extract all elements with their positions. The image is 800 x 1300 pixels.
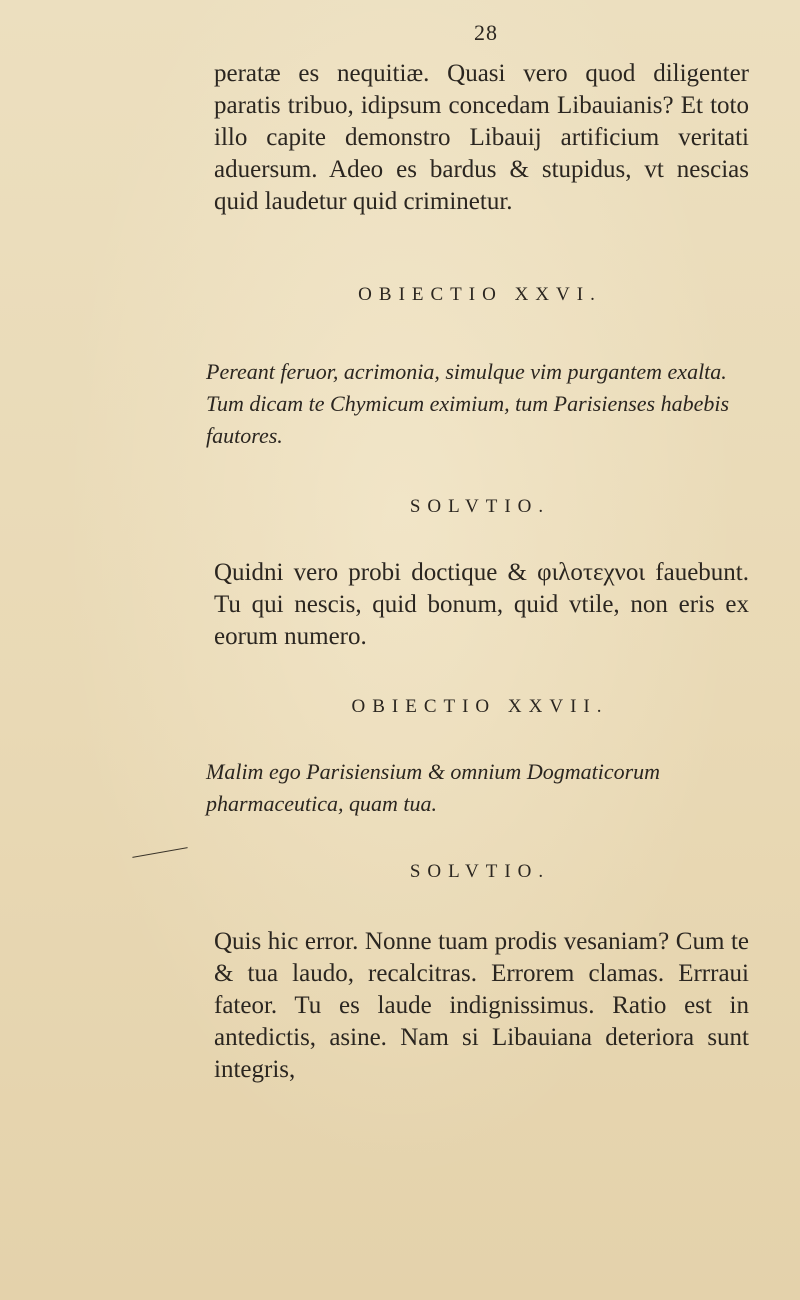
solution-paragraph: Quidni vero probi doctique & φιλοτεχνοι fauebunt. Tu qui nescis, quid bonum, quid vtile, non eris ex eorum numero. [214,559,749,650]
page-number: 28 [474,20,498,45]
solution-text [214,926,749,1086]
marginal-ink-stroke [132,847,187,858]
solution-heading: SOLVTIO. [409,861,551,882]
solution-paragraph: Quis hic error. Nonne tuam prodis vesaniam? Cum te & tua laudo, recalcitras. Errorem clamas. Errraui fateor. Tu es laude indignissimus. Ratio est in antedictis, asine. Nam si Libauiana deteriora sunt integris, [214,928,749,1083]
paragraph-text: peratæ es nequitiæ. Quasi vero quod diligenter paratis tribuo, idipsum concedam Libauianis? Et toto illo capite demonstro Libauij artificium veritati aduersum. Adeo es bardus & stupidus, vt nescias quid laudetur quid criminetur. [214,60,749,215]
solution-text [214,557,749,653]
objection-text [206,356,751,452]
objection-paragraph: Malim ego Parisiensium & omnium Dogmaticorum pharmaceutica, quam tua. [206,759,661,816]
paragraph-continuation [214,58,749,218]
objection-heading: OBIECTIO XXVI. [358,284,602,305]
objection-paragraph: Pereant feruor, acrimonia, simulque vim purgantem exalta. Tum dicam te Chymicum eximium, tum Parisienses habebis fautores. [206,359,730,448]
solution-heading: SOLVTIO. [409,496,551,517]
objection-heading: OBIECTIO XXVII. [351,696,609,717]
objection-text [206,756,751,820]
